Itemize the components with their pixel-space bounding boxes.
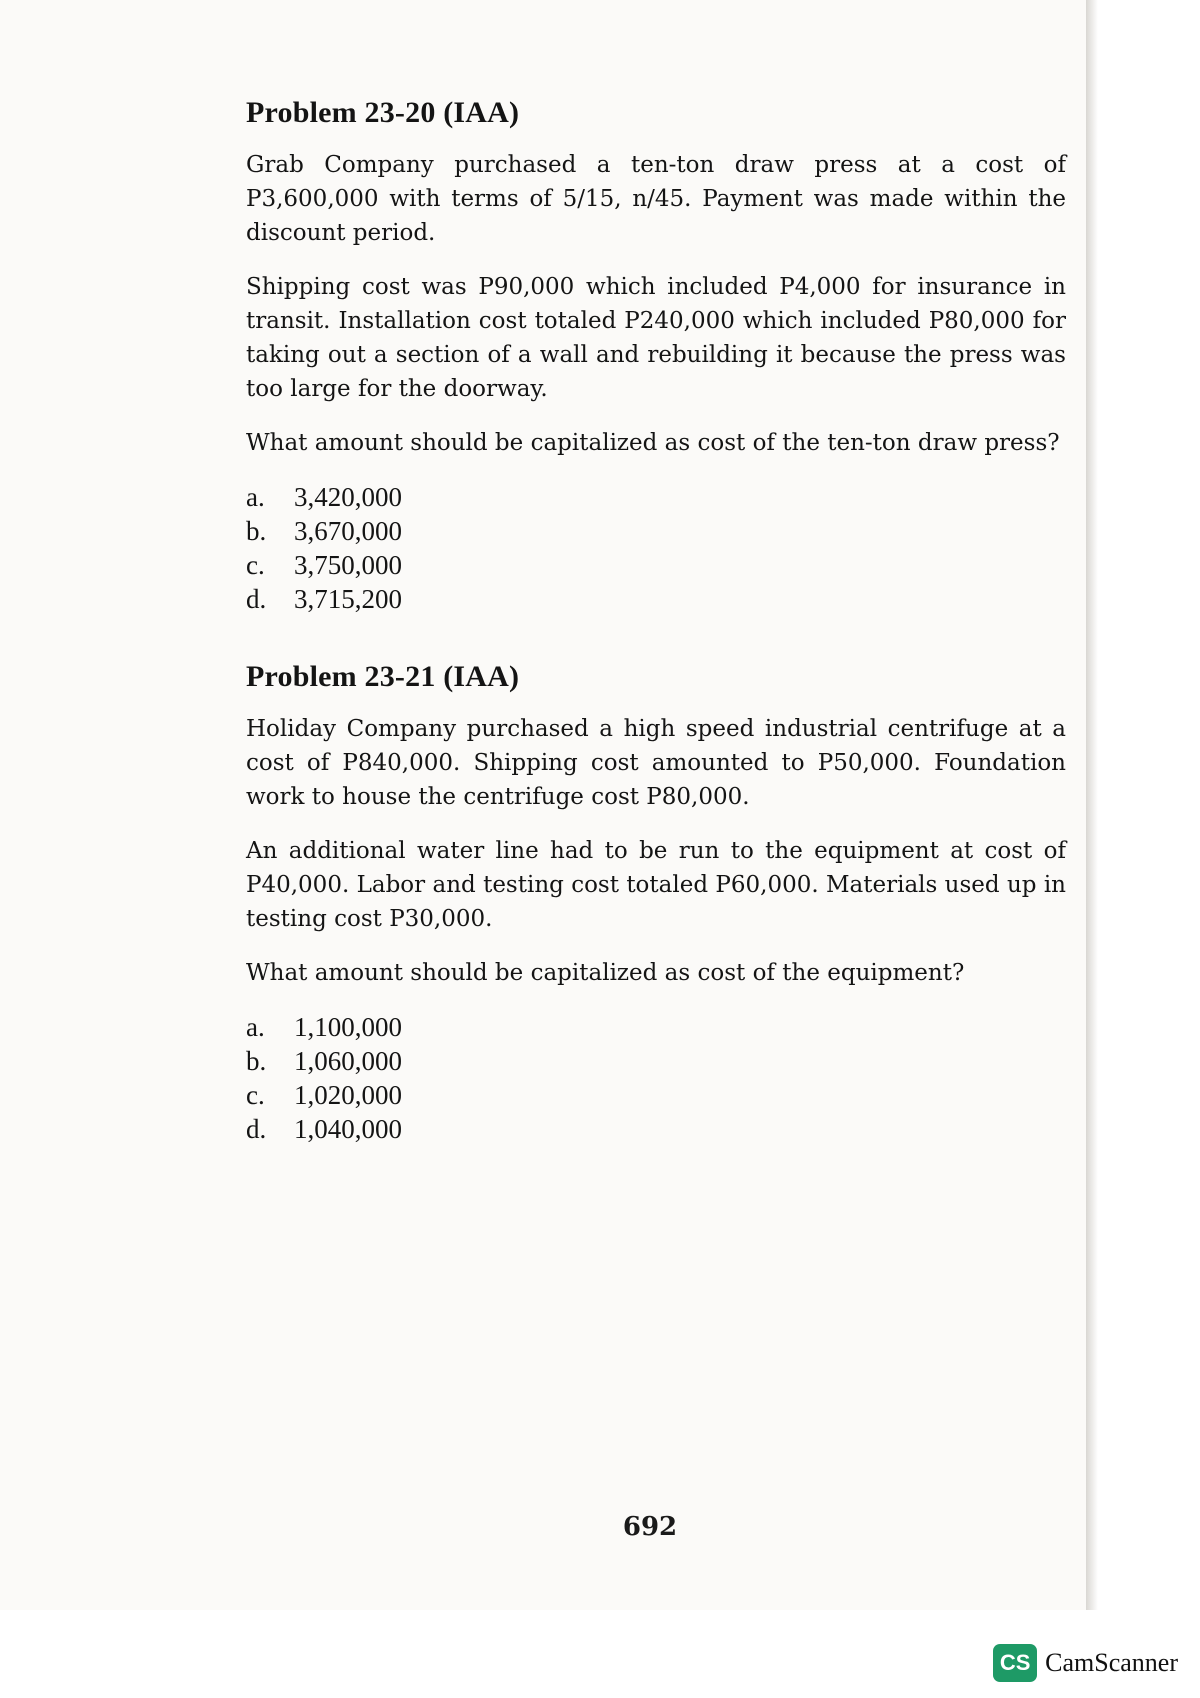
choice-letter: b.	[246, 516, 267, 546]
camscanner-watermark	[993, 1640, 1178, 1686]
choice-letter: c.	[246, 550, 265, 580]
problem-paragraph: Holiday Company purchased a high speed industrial centrifuge at a cost of P840,000. Shipping cost amounted to P50,000. Foundation work to house the centrifuge cost P80,000.	[246, 716, 1066, 810]
answer-choices	[246, 1010, 1066, 1146]
problem-paragraph: Grab Company purchased a ten-ton draw press at a cost of P3,600,000 with terms of 5/15, n/45. Payment was made within the discount period.	[246, 152, 1066, 246]
choice-letter: a.	[246, 482, 265, 512]
problem-question: What amount should be capitalized as cost of the equipment?	[246, 960, 965, 986]
choice-a	[246, 1010, 1066, 1044]
choice-c	[246, 1078, 1066, 1112]
problem-paragraph: Shipping cost was P90,000 which included P4,000 for insurance in transit. Installation cost totaled P240,000 which included P80,000 for taking out a section of a wall and rebuilding it because the press was too large for the doorway.	[246, 274, 1066, 402]
choice-value: 1,060,000	[294, 1046, 402, 1076]
choice-c	[246, 548, 1066, 582]
choice-value: 3,715,200	[294, 584, 402, 614]
page-content	[246, 96, 1066, 1190]
choice-value: 1,100,000	[294, 1012, 402, 1042]
choice-value: 3,420,000	[294, 482, 402, 512]
answer-choices	[246, 480, 1066, 616]
camscanner-logo-icon: CS	[993, 1644, 1037, 1682]
choice-letter: a.	[246, 1012, 265, 1042]
choice-d	[246, 582, 1066, 616]
page-edge-shadow	[1086, 0, 1098, 1610]
choice-b	[246, 514, 1066, 548]
problem-paragraph: An additional water line had to be run to the equipment at cost of P40,000. Labor and testing cost totaled P60,000. Materials used up in testing cost P30,000.	[246, 838, 1066, 932]
choice-value: 3,750,000	[294, 550, 402, 580]
page-number: 692	[622, 1512, 678, 1542]
problem-title: Problem 23-20 (IAA)	[246, 96, 520, 129]
problem-title: Problem 23-21 (IAA)	[246, 660, 520, 693]
choice-value: 3,670,000	[294, 516, 402, 546]
choice-letter: d.	[246, 584, 267, 614]
choice-value: 1,020,000	[294, 1080, 402, 1110]
choice-a	[246, 480, 1066, 514]
problem-question: What amount should be capitalized as cost of the ten-ton draw press?	[246, 430, 1060, 456]
choice-d	[246, 1112, 1066, 1146]
choice-letter: b.	[246, 1046, 267, 1076]
problem-23-21	[246, 660, 1066, 1146]
choice-letter: d.	[246, 1114, 267, 1144]
problem-23-20	[246, 96, 1066, 616]
choice-b	[246, 1044, 1066, 1078]
watermark-text: CamScanner	[1045, 1648, 1178, 1677]
choice-letter: c.	[246, 1080, 265, 1110]
choice-value: 1,040,000	[294, 1114, 402, 1144]
